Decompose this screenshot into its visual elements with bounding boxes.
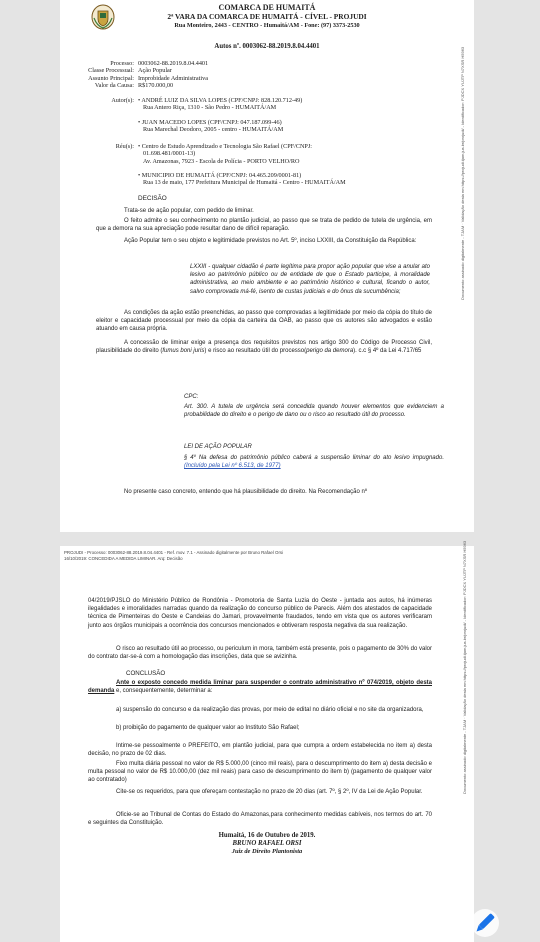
document-page-1 — [60, 0, 474, 532]
meta-label: Classe Processual: — [88, 67, 134, 75]
meta-value: R$170.000,00 — [138, 82, 174, 90]
paragraph: As condições da ação estão preenchidas, ao passo que comprovadas a legitimidade por meio da cópia do título de eleitor e capacidade processual por meio da cópia da carteira da OAB, ao passo que os autores são advogados e estão atuando em causa própria. — [96, 310, 432, 333]
meta-value: 0003062-88.2019.8.04.4401 — [138, 60, 209, 67]
order-item-b: b) proibição do pagamento de qualquer valor ao Instituto São Rafael; — [116, 725, 300, 731]
defendant-name: • MUNICIPIO DE HUMAITÁ (CPF/CNPJ: 04.465.209/0001-81) — [138, 172, 302, 179]
quote-constitution: LXXIII - qualquer cidadão é parte legítima para propor ação popular que vise a anular ato lesivo ao patrimônio público ou de entidade de que o Estado participe, à moralidade administrativa, ao meio ambiente e ao patrimônio histórico e cultural, ficando o autor, salvo comprovada má-fé, isento de custas judiciais e do ônus da sucumbência; — [190, 264, 430, 295]
paragraph: Trata-se de ação popular, com pedido de liminar. — [124, 208, 254, 214]
lei-link[interactable]: (Incluído pela Lei nº 6.513, de 1977) — [184, 463, 281, 470]
paragraph: Intime-se pessoalmente o PREFEITO, em plantão judicial, para que cumpra a ordem estabelecida no item a) desta decisão, no prazo de 02 dias. — [88, 743, 432, 758]
order-item-a: a) suspensão do concurso e da realização das provas, por meio de edital no diário oficial e no site da organizadora, — [116, 707, 424, 713]
paragraph: Ação Popular tem o seu objeto e legitimidade previstos no Art. 5º, inciso LXXIII, da Constituição da República: — [124, 238, 417, 244]
cpc-article: Art. 300. A tutela de urgência será concedida quando houver elementos que evidenciem a probabilidade do direito e o perigo de dano ou o risco ao resultado útil do processo. — [184, 404, 444, 419]
section-title-decisao: DECISÃO — [138, 195, 167, 202]
author-name: • JUAN MACEDO LOPES (CPF/CNPJ: 047.187.099-46) — [138, 119, 282, 126]
paragraph: Fixo multa diária pessoal no valor de R$ 5.000,00 (cinco mil reais), para o descumprimento do item a) desta decisão e multa pessoal no valor de R$ 10.000,00 (dez mil reais) para caso de descumprimento do item b) (pagamento de qualquer valor ao contratado) — [88, 761, 432, 784]
paragraph: A concessão de liminar exige a presença dos requisitos previstos nos artigo 300 do Código de Processo Civil, plausibilidade do direito (fumus boni juris) e risco ao resultado útil do processo(perigo da demora). c.c § 4º da Lei 4.717/65 — [96, 340, 432, 355]
projudi-header-sub: 16/10/2019: CONCEDIDA A MEDIDA LIMINAR. Arq: Decisão — [64, 556, 183, 561]
meta-label: Valor da Causa: — [94, 82, 134, 90]
paragraph: O feito admite o seu conhecimento no plantão judicial, ao passo que se trata de pedido de tutela de urgência, em que a demora na sua apreciação pode resultar dano de difícil reparação. — [96, 218, 432, 233]
section-title-conclusao: CONCLUSÃO — [126, 670, 166, 677]
author-address: Rua Antero Riça, 1310 - São Pedro - HUMAITÁ/AM — [143, 104, 277, 112]
defendant-cnpj: 01.698.481/0001-13) — [143, 150, 196, 158]
case-number: Autos nº. 0003062-88.2019.8.04.4401 — [214, 43, 320, 50]
meta-label: Assunto Principal: — [88, 74, 134, 82]
paragraph: O risco ao resultado útil ao processo, ou periculum in mora, também está presente, pois o pagamento de 30% do valor do contrato dar-se-á com a homologação das inscrições, data que se avizinha. — [88, 646, 432, 661]
signature-date: Humaitá, 16 de Outubro de 2019. — [218, 832, 316, 839]
paragraph: No presente caso concreto, entendo que há plausibilidade do direito. Na Recomendação nº — [124, 489, 368, 495]
authors-block — [60, 97, 400, 139]
cpc-title: CPC: — [184, 394, 199, 400]
meta-value: Improbidade Administrativa — [138, 74, 208, 82]
court-address: Rua Monteiro, 2443 - CENTRO - Humaitá/AM - Fone: (97) 3373-2530 — [174, 22, 360, 29]
lei-text: § 4º Na defesa do patrimônio público caberá a suspensão liminar do ato lesivo impugnado. (Incluído pela Lei nº 6.513, de 1977) — [184, 455, 444, 470]
defendants-block — [60, 143, 400, 195]
judge-title: Juiz de Direito Plantonista — [231, 848, 303, 855]
document-page-2 — [60, 540, 474, 942]
lei-title: LEI DE AÇÃO POPULAR — [184, 444, 252, 450]
paragraph-decision: Ante o exposto concedo medida liminar para suspender o contrato administrativo nº 074/2019, objeto desta demanda e, consequentemente, determinar a: — [88, 680, 432, 695]
author-address: Rua Marechal Deodoro, 2005 - centro - HUMAITÁ/AM — [143, 126, 284, 134]
defendant-name: • Centro de Estudo Aprendizado e Tecnologia São Rafael (CPF/CNPJ: — [138, 143, 312, 150]
judge-name: BRUNO RAFAEL ORSI — [232, 840, 302, 847]
defendant-address: Rua 13 de maio, 177 Prefeitura Municipal de Humaitá - Centro - HUMAITÁ/AM — [143, 179, 346, 187]
meta-label: Processo: — [110, 60, 134, 67]
author-name: • ANDRÉ LUIZ DA SILVA LOPES (CPF/CNPJ: 828.120.712-49) — [138, 97, 303, 104]
court-name: COMARCA DE HUMAITÁ — [218, 3, 316, 12]
authors-label: Autor(s): — [111, 97, 134, 104]
projudi-header: PROJUDI - Processo: 0003062-88.2019.8.04.4401 - Ref. mov. 7.1 - Assinado digitalmente por Bruno Rafael Orsi — [64, 550, 284, 555]
defendants-label: Réu(s): — [115, 143, 134, 150]
paragraph: Cite-se os requeridos, para que ofereçam contestação no prazo de 20 dias (art. 7º, § 2º, IV da Lei de Ação Popular. — [116, 789, 423, 795]
pencil-icon[interactable] — [470, 908, 500, 938]
court-division: 2ª VARA DA COMARCA DE HUMAITÁ - CÍVEL - PROJUDI — [167, 12, 367, 21]
paragraph: 04/2019/PJSLO do Ministério Público de Rondônia - Promotoria de Santa Luzia do Oeste - juntada aos autos, há inúmeras ilegalidades e imoralidades narradas quando da realização do concurso público de Parecis. Além dos atestados de capacidade técnica de Pimenteiras do Oeste e Candeias do Jamari, provavelmente fraudados, tendo em vista que os autores verificaram junto aos órgãos municipais a ocorrência dos concursos mencionados e obtiveram resposta negativa da sua realização. — [88, 598, 432, 629]
signature-stamp: Documento assinado digitalmente - TJAM · Validação desta em https://projudi.tjam.jus.br/projudi/ - Identificador: PJDCX YUJTP N7XSR H5963 — [460, 46, 465, 300]
paragraph: Oficie-se ao Tribunal de Contas do Estado do Amazonas,para conhecimento medidas cabíveis, nos termos do art. 70 e seguintes da Constituição. — [88, 812, 432, 827]
meta-value: Ação Popular — [138, 67, 172, 75]
case-metadata — [60, 60, 360, 92]
signature-stamp: Documento assinado digitalmente - TJAM · Validação desta em https://projudi.tjam.jus.br/projudi/ - Identificador: PJDCX YUJTP N7XSR H5963 — [462, 540, 467, 794]
defendant-address: Av. Amazonas, 7923 - Escola de Polícia - PORTO VELHO/RO — [143, 157, 300, 165]
